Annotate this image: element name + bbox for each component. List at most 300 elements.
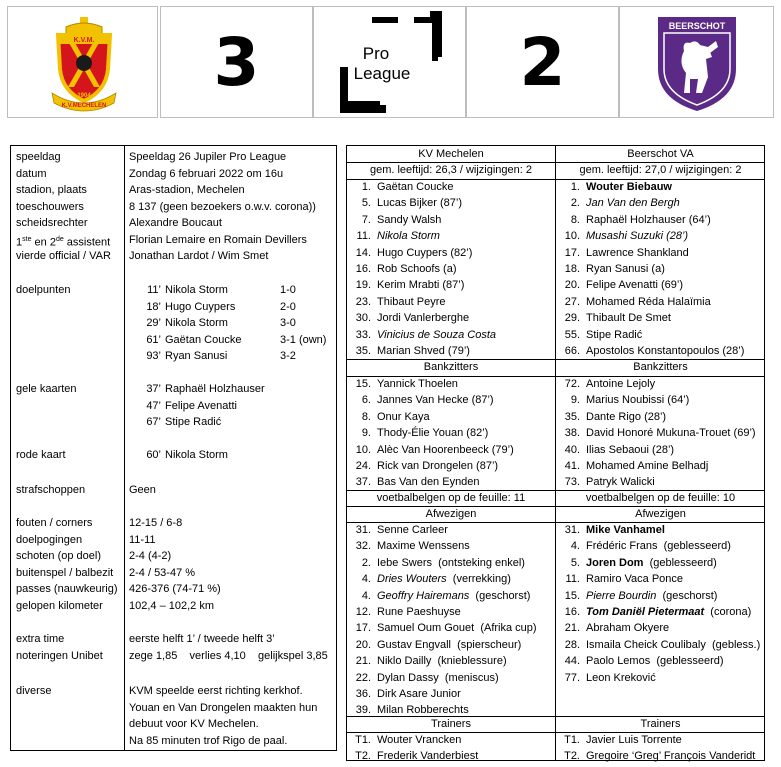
player-row: [347, 310, 555, 326]
player-name-text: Antoine Lejoly: [586, 378, 656, 390]
player-number: 4.: [570, 540, 580, 553]
player-name-text: David Honoré Mukuna-Trouet (69’): [586, 427, 756, 440]
info-label: 1ste en 2de assistent: [16, 235, 111, 249]
unibet-row: [11, 648, 336, 665]
absence-reason: (Afrika cup): [474, 622, 537, 635]
player-name-text: Felipe Avenatti (69’): [586, 279, 684, 292]
player-row: [556, 571, 765, 587]
stat-row: [11, 598, 336, 615]
player-name: [586, 392, 689, 408]
player-name: [377, 637, 521, 653]
card-minute: 37’: [146, 383, 161, 395]
player-row: [556, 458, 765, 474]
absence-reason: (geschorst): [656, 589, 718, 602]
table-divider: [347, 490, 764, 491]
player-name: [586, 294, 711, 310]
away-score: 2: [519, 24, 566, 101]
player-row: [347, 732, 555, 748]
player-number: 19.: [355, 279, 371, 292]
stat-value: 426-376 (74-71 %): [129, 583, 221, 595]
goal-score: 2-0: [280, 300, 296, 313]
player-row: [556, 474, 765, 490]
player-name-text: Abraham Okyere: [586, 622, 670, 635]
player-number: 17.: [355, 622, 371, 635]
player-name: [377, 732, 461, 748]
player-name: [377, 748, 478, 764]
player-name-text: Javier Luis Torrente: [586, 734, 682, 746]
player-name: [586, 327, 642, 343]
player-name-text: Hugo Cuypers (82’): [377, 246, 473, 259]
player-name-text: Tom Daniël Pietermaat: [586, 606, 705, 618]
player-name-text: Rick van Drongelen (87’): [377, 460, 499, 472]
absent-header: Afwezigen: [635, 508, 686, 520]
player-number: 66.: [564, 345, 580, 357]
player-name: [377, 409, 430, 425]
away-score-box: [466, 6, 619, 118]
player-name: [586, 637, 760, 653]
info-label: scheidsrechter: [16, 217, 88, 229]
goal-scorer: Nikola Storm: [165, 284, 228, 296]
table-divider: [347, 506, 764, 507]
info-row: [11, 166, 336, 183]
player-row: [347, 277, 555, 293]
absence-reason: (ontsteking enkel): [432, 556, 525, 569]
info-label: speeldag: [16, 151, 61, 163]
beerschot-logo: [620, 7, 775, 117]
player-name-text: Kerim Mrabti (87’): [377, 279, 465, 292]
player-name: [377, 343, 470, 359]
player-number: 37.: [355, 476, 371, 489]
player-row: [556, 261, 765, 277]
player-name-text: Stipe Radić: [586, 328, 643, 341]
stat-value: 12-15 / 6-8: [129, 517, 183, 529]
kv-mechelen-logo: [8, 7, 159, 117]
player-name: [377, 228, 440, 244]
goal-score: 1-0: [280, 284, 296, 296]
player-name-text: Ramiro Vaca Ponce: [586, 573, 684, 586]
player-name: [586, 571, 683, 587]
player-number: 44.: [564, 655, 580, 668]
player-number: 15.: [564, 589, 580, 602]
player-name-text: Thibault De Smet: [586, 312, 671, 325]
player-name: [586, 538, 731, 554]
player-name-text: Gustav Engvall: [377, 638, 451, 651]
kvm-logo-top-text: K.V.M.: [73, 37, 95, 44]
player-row: [347, 245, 555, 261]
player-row: [347, 637, 555, 653]
player-name: [377, 538, 470, 554]
player-row: [347, 604, 555, 620]
player-number: 1.: [361, 181, 371, 193]
player-number: 22.: [355, 671, 371, 684]
player-name-text: Thibaut Peyre: [377, 295, 446, 308]
team-summary: gem. leeftijd: 27,0 / wijzigingen: 2: [579, 164, 742, 176]
diverse-line-row: [11, 733, 336, 750]
team-name: KV Mechelen: [418, 148, 484, 160]
player-name: [586, 376, 655, 392]
kvm-logo-bottom-text: K.V.MECHELEN: [61, 103, 107, 109]
player-name: [586, 228, 688, 244]
info-row: [11, 199, 336, 216]
absence-reason: (geschorst): [469, 589, 531, 602]
player-name-text: Rob Schoofs (a): [377, 263, 457, 275]
player-name-text: Sandy Walsh: [377, 213, 442, 226]
player-row: [556, 245, 765, 261]
player-name: [377, 245, 472, 261]
player-row: [556, 538, 765, 554]
absence-reason: (meniscus): [438, 671, 499, 684]
player-number: 35.: [564, 410, 580, 423]
absence-reason: (verrekking): [446, 573, 511, 586]
goal-scorer: Ryan Sanusi: [165, 350, 228, 362]
player-number: 41.: [564, 460, 580, 472]
player-name-text: Marius Noubissi (64’): [586, 394, 690, 407]
player-row: [556, 179, 765, 195]
player-name: [377, 310, 469, 326]
goal-row: [11, 299, 336, 316]
player-row: [556, 637, 765, 653]
player-number: 5.: [361, 197, 371, 210]
player-name-text: Mike Vanhamel: [586, 524, 665, 536]
player-name-text: Ilias Sebaoui (28’): [586, 443, 675, 456]
absence-reason: (corona): [704, 606, 752, 618]
home-score-box: [160, 6, 313, 118]
stat-label: buitenspel / balbezit: [16, 566, 114, 579]
table-divider: [347, 359, 764, 360]
player-name: [586, 261, 665, 277]
extra-label: extra time: [16, 633, 65, 645]
player-row: [347, 442, 555, 458]
player-name-text: Mohamed Réda Halaïmia: [586, 295, 711, 308]
player-row: [347, 458, 555, 474]
table-divider: [347, 162, 764, 163]
player-name-text: Mohamed Amine Belhadj: [586, 460, 709, 472]
player-number: 31.: [564, 524, 580, 536]
trainers-header: Trainers: [431, 718, 471, 730]
player-name-text: Paolo Lemos: [586, 655, 651, 668]
player-name-text: Dries Wouters: [377, 573, 447, 586]
player-row: [556, 195, 765, 211]
player-name-text: Geoffry Hairemans: [377, 589, 470, 602]
player-name: [377, 653, 507, 669]
player-number: 14.: [355, 246, 371, 259]
player-name: [586, 179, 672, 195]
player-number: 9.: [361, 427, 371, 440]
red-row: [11, 447, 336, 464]
goal-minute: 61’: [146, 333, 161, 346]
player-name-text: Onur Kaya: [377, 410, 430, 423]
player-row: [347, 474, 555, 490]
goal-row: [11, 332, 336, 349]
player-number: 2.: [361, 556, 371, 569]
player-name: [586, 670, 656, 686]
pro-league-logo: [314, 7, 467, 117]
stat-value: 2-4 (4-2): [129, 550, 172, 562]
info-row: [11, 215, 336, 232]
player-name-text: Dirk Asare Junior: [377, 688, 461, 700]
info-row: [11, 149, 336, 166]
player-row: [556, 604, 765, 620]
player-number: 4.: [361, 589, 371, 602]
player-row: [347, 425, 555, 441]
player-number: 12.: [355, 606, 371, 618]
player-name-text: Senne Carleer: [377, 524, 448, 536]
player-row: [347, 294, 555, 310]
player-name-text: Lucas Bijker (87’): [377, 197, 462, 210]
goal-scorer: Hugo Cuypers: [165, 300, 236, 313]
player-number: 29.: [564, 312, 580, 325]
player-name: [586, 212, 711, 228]
info-value: Florian Lemaire en Romain Devillers: [129, 233, 307, 246]
card-player: Nikola Storm: [165, 449, 228, 461]
player-name-text: Rune Paeshuyse: [377, 606, 461, 618]
absence-reason: (geblesseerd): [657, 540, 731, 553]
diverse-line: Na 85 minuten trof Rigo de paal.: [129, 734, 288, 747]
player-row: [556, 555, 765, 571]
info-row: [11, 248, 336, 265]
player-name: [586, 522, 665, 538]
player-name: [586, 425, 756, 441]
player-name-text: Thody-Élie Youan (82’): [377, 427, 489, 440]
player-name-text: Milan Robberechts: [377, 704, 469, 717]
player-number: 33.: [355, 328, 371, 341]
player-name-text: Gaëtan Coucke: [377, 181, 454, 193]
player-name-text: Gregoire ‘Greg’ François Vanderidt: [586, 750, 756, 763]
player-number: 72.: [564, 378, 580, 390]
card-player: Stipe Radić: [165, 416, 222, 428]
player-name-text: Yannick Thoelen: [377, 378, 458, 390]
penalties-value: Geen: [129, 484, 156, 496]
player-name-text: Patryk Walicki: [586, 476, 655, 489]
player-row: [347, 620, 555, 636]
league-logo-line1: Pro: [362, 44, 390, 63]
player-number: 5.: [570, 556, 580, 569]
player-name: [377, 670, 499, 686]
player-name-text: Jan Van den Bergh: [586, 197, 680, 210]
player-row: [556, 620, 765, 636]
player-row: [556, 522, 765, 538]
player-name: [377, 458, 498, 474]
player-name: [377, 212, 441, 228]
player-name: [586, 310, 671, 326]
player-number: 8.: [570, 213, 580, 226]
player-number: 4.: [361, 573, 371, 586]
player-name: [586, 458, 708, 474]
player-name: [377, 425, 488, 441]
table-divider: [347, 716, 764, 717]
diverse-line-row: [11, 716, 336, 733]
player-row: [347, 179, 555, 195]
info-label: stadion, plaats: [16, 184, 87, 196]
player-row: [556, 392, 765, 408]
table-divider: [347, 732, 764, 733]
goal-minute: 93’: [146, 350, 161, 362]
league-logo-box: [313, 6, 466, 118]
player-name: [377, 686, 461, 702]
player-number: T1.: [564, 734, 580, 746]
unibet-label: noteringen Unibet: [16, 649, 103, 662]
player-name: [586, 474, 655, 490]
absence-reason: (geblesseerd): [650, 655, 724, 668]
player-number: 28.: [564, 638, 580, 651]
player-name-text: Alèc Van Hoorenbeeck (79’): [377, 443, 514, 456]
player-row: [347, 392, 555, 408]
player-name: [377, 571, 511, 587]
player-number: 10.: [564, 230, 580, 243]
match-info-panel: [10, 145, 337, 751]
diverse-line: Youan en Van Drongelen maakten hun: [129, 701, 318, 714]
stat-row: [11, 532, 336, 549]
league-logo-line2: League: [353, 64, 411, 83]
penalties-row: [11, 482, 336, 499]
player-name: [377, 522, 448, 538]
goal-score: 3-0: [280, 317, 296, 329]
player-number: 30.: [355, 312, 371, 325]
player-number: 38.: [564, 427, 580, 440]
player-name: [377, 327, 496, 343]
goal-minute: 29’: [146, 317, 161, 329]
player-name: [586, 748, 755, 764]
player-name-text: Dante Rigo (28’): [586, 410, 667, 423]
player-name-text: Musashi Suzuki (28’): [586, 230, 689, 243]
away-logo-box: [619, 6, 774, 118]
player-row: [556, 732, 765, 748]
player-row: [556, 653, 765, 669]
trainers-header: Trainers: [640, 718, 681, 730]
stat-label: schoten (op doel): [16, 550, 101, 562]
beerschot-logo-text: BEERSCHOT: [668, 21, 726, 31]
player-row: [347, 195, 555, 211]
goal-scorer: Gaëtan Coucke: [165, 333, 242, 346]
absence-reason: (spierscheur): [450, 638, 522, 651]
player-name: [377, 442, 514, 458]
player-row: [347, 670, 555, 686]
player-name: [586, 442, 674, 458]
stat-label: doelpogingen: [16, 533, 83, 546]
player-number: 20.: [564, 279, 580, 292]
info-value: Zondag 6 februari 2022 om 16u: [129, 167, 284, 180]
player-name-text: Marian Shved (79’): [377, 345, 470, 357]
player-row: [347, 555, 555, 571]
diverse-line-row: [11, 700, 336, 717]
player-name: [377, 620, 537, 636]
player-row: [556, 670, 765, 686]
player-row: [556, 588, 765, 604]
player-name: [586, 555, 717, 571]
player-name-text: Samuel Oum Gouet: [377, 622, 475, 635]
player-name-text: Frédéric Frans: [586, 540, 658, 553]
info-label: vierde official / VAR: [16, 250, 111, 262]
player-number: 36.: [355, 688, 371, 700]
player-number: 2.: [570, 197, 580, 210]
player-row: [347, 261, 555, 277]
goals-row: [11, 282, 336, 299]
stat-label: gelopen kilometer: [16, 599, 103, 612]
player-name-text: Apostolos Konstantopoulos (28’): [586, 345, 745, 357]
player-number: 20.: [355, 638, 371, 651]
player-name-text: Pierre Bourdin: [586, 589, 657, 602]
player-name-text: Niklo Dailly: [377, 655, 432, 668]
player-number: T1.: [355, 734, 371, 746]
player-name-text: Wouter Biebauw: [586, 181, 672, 193]
player-name-text: Ryan Sanusi (a): [586, 263, 665, 275]
player-name: [586, 588, 717, 604]
info-value: Jonathan Lardot / Wim Smet: [129, 250, 269, 262]
table-divider: [347, 376, 764, 377]
player-row: [347, 228, 555, 244]
player-name-text: Iebe Swers: [377, 556, 433, 569]
feuille-count: voetbalbelgen op de feuille: 11: [376, 492, 526, 504]
card-minute: 60’: [146, 449, 161, 461]
unibet-value: zege 1,85 verlies 4,10 gelijkspel 3,85: [129, 649, 328, 662]
team-summary: gem. leeftijd: 26,3 / wijzigingen: 2: [369, 164, 533, 176]
player-row: [556, 442, 765, 458]
player-name: [377, 294, 445, 310]
info-label: toeschouwers: [16, 200, 84, 213]
player-number: 32.: [355, 540, 371, 553]
player-row: [347, 522, 555, 538]
player-name-text: Wouter Vrancken: [377, 734, 462, 746]
stat-value: 102,4 – 102,2 km: [129, 599, 215, 612]
player-name: [586, 653, 724, 669]
player-name: [586, 245, 689, 261]
player-number: 40.: [564, 443, 580, 456]
player-number: 9.: [570, 394, 580, 407]
stat-value: 11-11: [129, 533, 156, 546]
player-name: [377, 474, 480, 490]
diverse-line: debuut voor KV Mechelen.: [129, 718, 259, 730]
player-name: [377, 604, 461, 620]
player-name: [377, 392, 494, 408]
card-minute: 47’: [146, 399, 161, 412]
player-number: 10.: [355, 443, 371, 456]
player-name-text: Joren Dom: [586, 556, 644, 569]
player-name-text: Jordi Vanlerberghe: [377, 312, 470, 325]
player-row: [347, 538, 555, 554]
player-number: 18.: [564, 263, 580, 275]
absence-reason: (geblesseerd): [643, 556, 717, 569]
yellow-row: [11, 381, 336, 398]
player-row: [347, 343, 555, 359]
player-row: [347, 212, 555, 228]
yellow-label: gele kaarten: [16, 383, 77, 395]
player-row: [556, 310, 765, 326]
player-name: [377, 588, 530, 604]
absent-header: Afwezigen: [425, 508, 477, 520]
player-name: [586, 409, 666, 425]
player-name-text: Bas Van den Eynden: [377, 476, 480, 489]
player-row: [556, 212, 765, 228]
player-number: 24.: [355, 460, 371, 472]
stat-row: [11, 565, 336, 582]
player-number: 11.: [356, 230, 371, 243]
player-row: [347, 571, 555, 587]
yellow-card-row: [11, 398, 336, 415]
goal-row: [11, 348, 336, 365]
player-number: 55.: [564, 328, 580, 341]
player-row: [556, 376, 765, 392]
goals-label: doelpunten: [16, 284, 71, 296]
kvm-logo-year: 1904: [77, 93, 91, 99]
player-row: [556, 748, 765, 764]
player-name: [377, 261, 456, 277]
player-row: [347, 409, 555, 425]
bench-header: Bankzitters: [633, 361, 688, 373]
info-value: 8 137 (geen bezoekers o.w.v. corona)): [129, 200, 316, 213]
player-row: [556, 228, 765, 244]
player-number: 7.: [361, 213, 371, 226]
table-divider: [347, 522, 764, 523]
